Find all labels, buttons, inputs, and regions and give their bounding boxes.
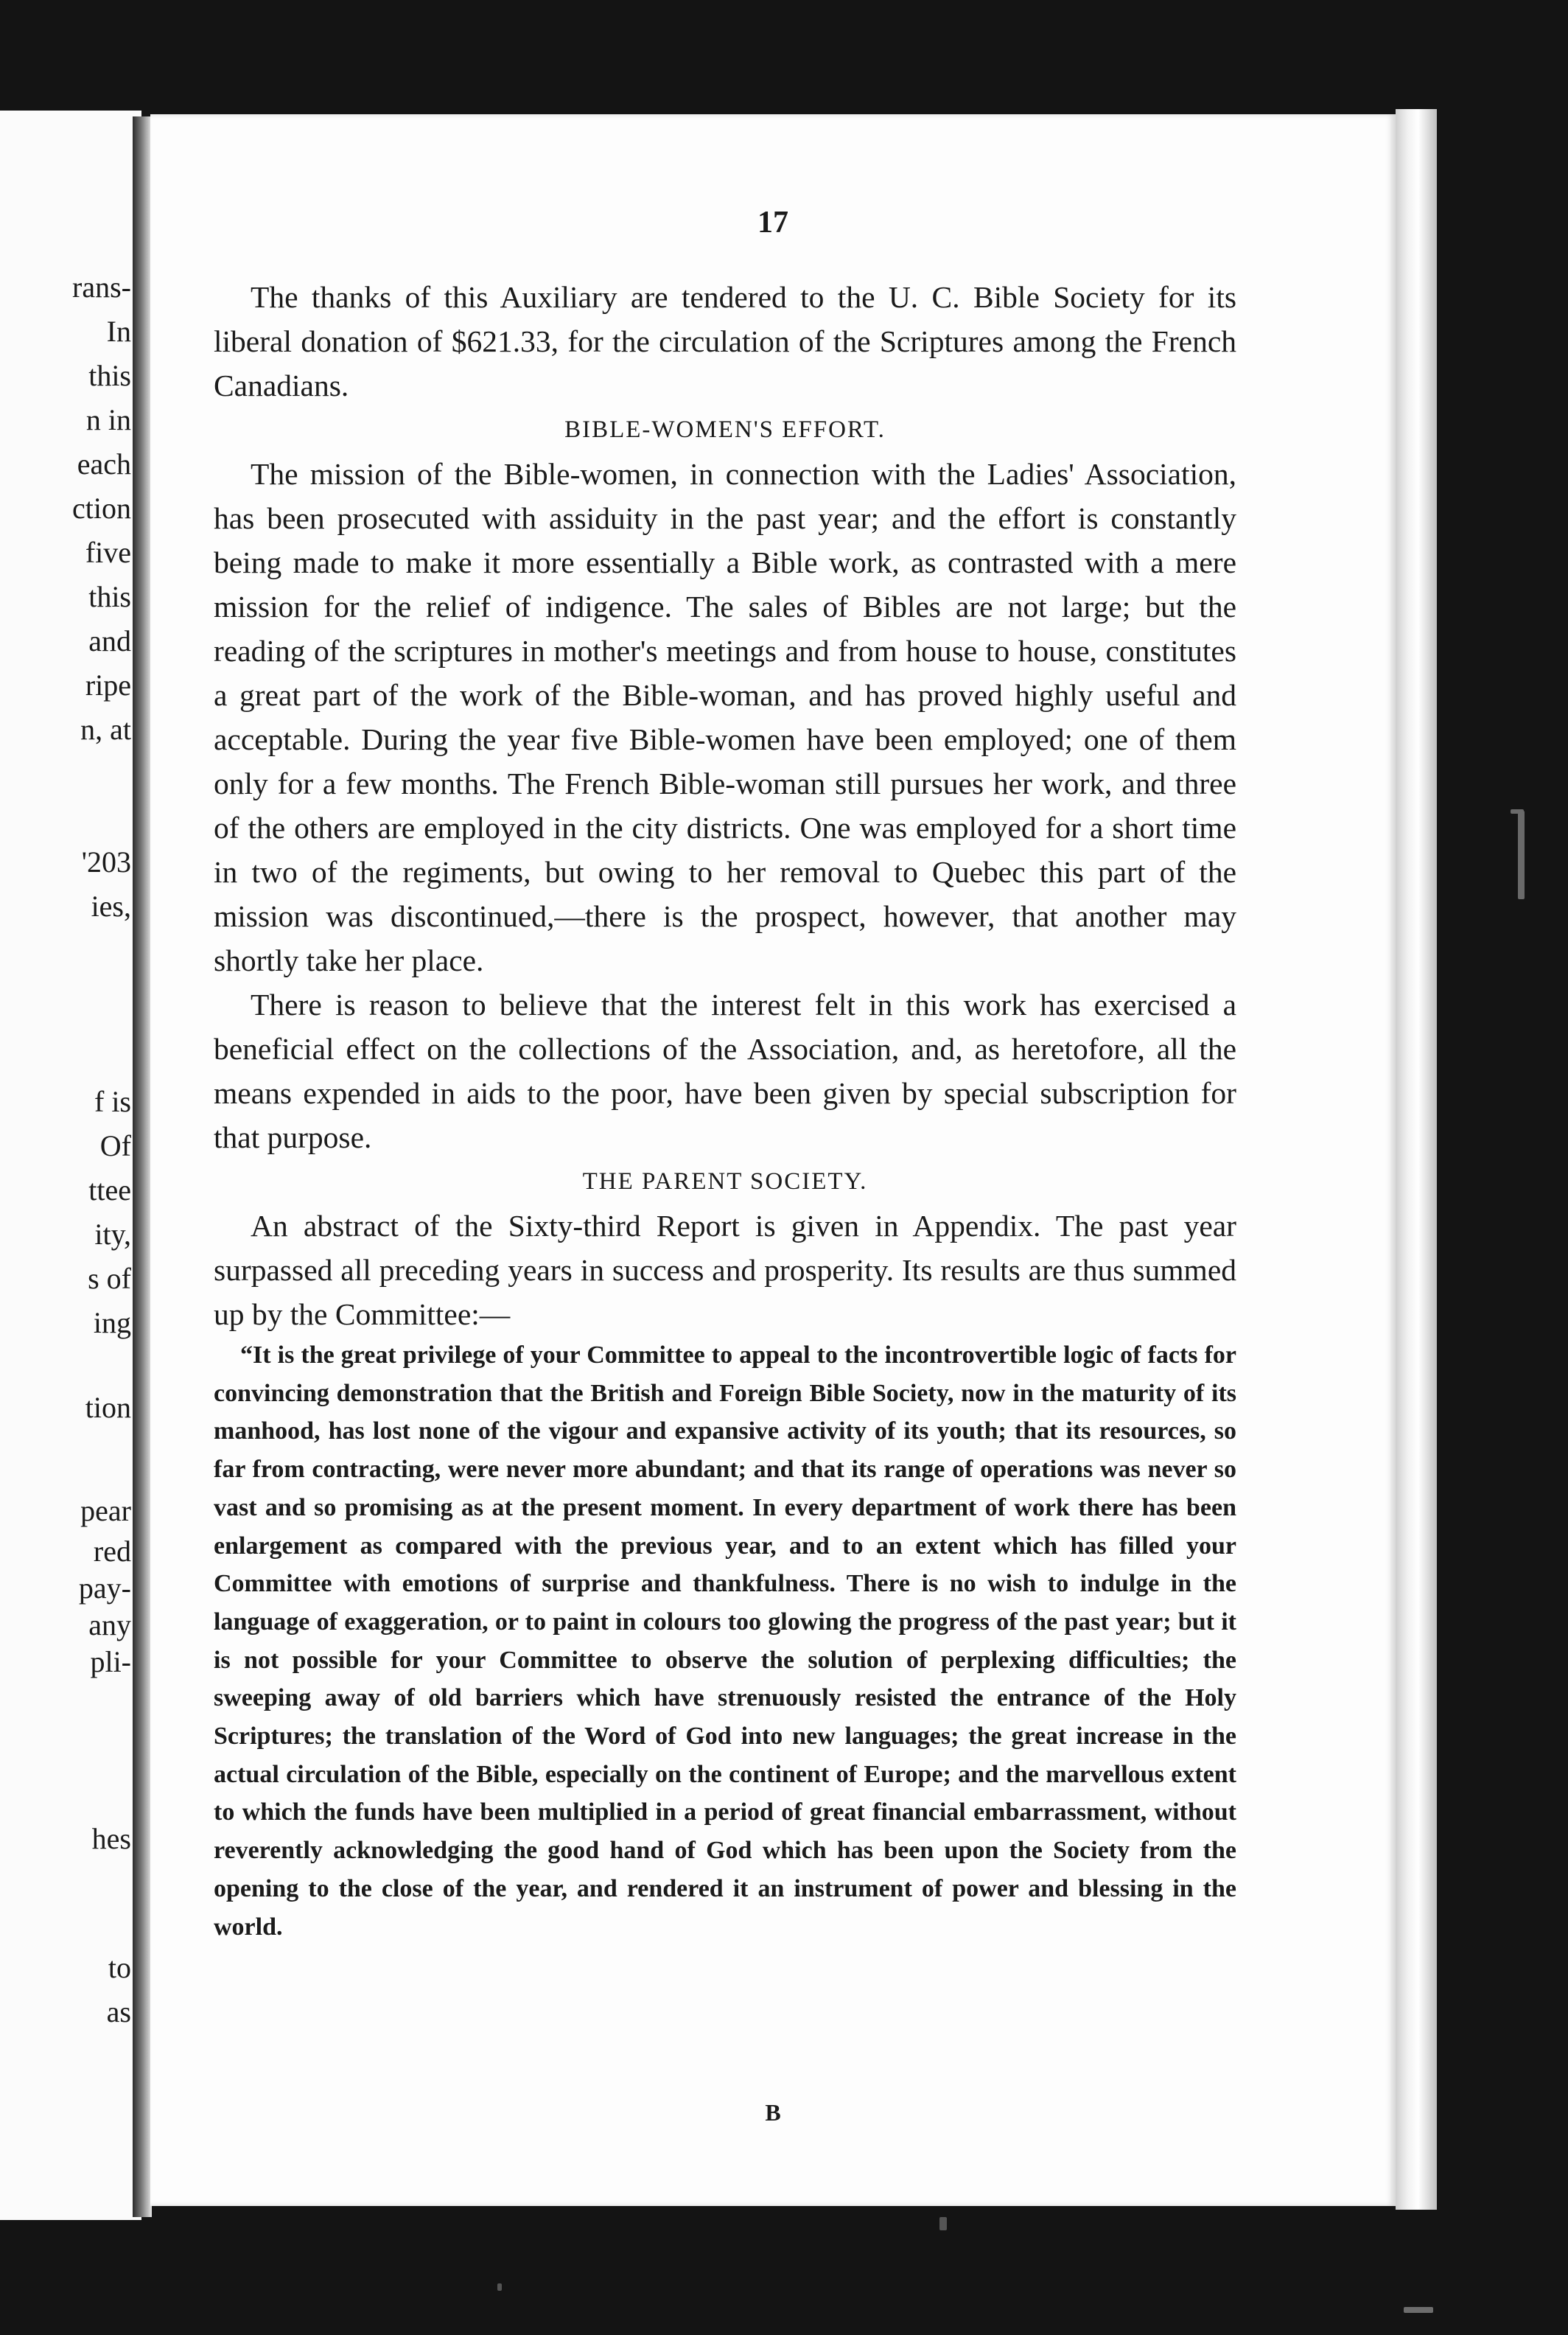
paragraph-interest: There is reason to believe that the interest felt in this work has exercised a beneficial effect on the collections of the Association, and, as heretofore, all the means expended in aids to the poor, have been given by special subscription for that purpose. <box>214 988 1236 1154</box>
left-page-text-fragment: ttee <box>88 1173 131 1207</box>
left-page-text-fragment: hes <box>91 1822 131 1855</box>
left-page-text-fragment: this <box>88 580 131 613</box>
left-page-text-fragment: any <box>88 1608 131 1641</box>
page-number: 17 <box>757 206 788 240</box>
left-page-text-fragment: ripe <box>85 669 131 702</box>
left-page-text-fragment: rans- <box>72 271 131 304</box>
left-page-text-fragment: f is <box>94 1085 131 1118</box>
left-page-text-fragment: ies, <box>91 890 131 923</box>
left-page-text-fragment: pay- <box>78 1571 131 1605</box>
book-gutter <box>133 116 152 2217</box>
signature-mark: B <box>765 2099 781 2126</box>
left-page-text-fragment: red <box>93 1535 131 1568</box>
left-page-text-fragment: s of <box>88 1262 131 1295</box>
scan-artifact <box>1404 2307 1433 2313</box>
heading-bible-women: BIBLE-WOMEN'S EFFORT. <box>564 416 886 443</box>
left-page-text-fragment: ing <box>93 1306 131 1339</box>
page-edge <box>1396 109 1437 2210</box>
committee-quote: “It is the great privilege of your Committee to appeal to the incontrovertible logic of facts for convincing demonstration that the British and Foreign Bible Society, now in the maturity of its manhood, has lost none of the vigour and expansive activity of its youth; that its resources, so far from contracting, were never more abundant; and that its range of operations was never so vast and so promising as at the present moment. In every department of work there has been enlargement as compared with the previous year, and to an extent which has filled your Committee with emotions of surprise and thankfulness. There is no wish to indulge in the language of exaggeration, or to paint in colours too glowing the progress of the past year; but it is not possible for your Committee to observe the solution of perplexing difficulties; the sweeping away of old barriers which have strenuously resisted the entrance of the Holy Scriptures; the translation of the Word of God into new languages; the great increase in the actual circulation of the Bible, especially on the continent of Europe; and the marvellous extent to which the funds have been multiplied in a period of great financial embarrassment, without reverently acknowledging the good hand of God which has been upon the Society from the opening to the close of the year, and rendered it an instrument of power and blessing in the world. <box>214 1341 1236 1941</box>
paragraph-mission: The mission of the Bible-women, in connection with the Ladies' Association, has been prosecuted with assiduity in the past year; and the effort is constantly being made to make it more essentially a Bible work, as contrasted with a mere mission for the relief of indigence. The sales of Bibles are not large; but the reading of the scriptures in mother's meetings and from house to house, constitutes a great part of the work of the Bible-woman, and has proved highly useful and acceptable. During the year five Bible-women have been employed; one of them only for a few months. The French Bible-woman still pursues her work, and three of the others are employed in the city districts. One was employed for a short time in two of the regiments, but owing to her removal to Quebec this part of the mission was discontinued,—there is the prospect, however, that another may shortly take her place. <box>214 457 1236 977</box>
left-page-text-fragment: tion <box>85 1391 131 1424</box>
paragraph-abstract: An abstract of the Sixty-third Report is given in Appendix. The past year surpassed all preceding years in success and prosperity. Its results are thus summed up by the Committee:— <box>214 1209 1236 1331</box>
left-page-text-fragment: as <box>106 1995 131 2028</box>
left-page-text-fragment: Of <box>99 1129 131 1162</box>
left-page-text-fragment: and <box>88 624 131 657</box>
left-page-text-fragment: each <box>77 447 131 481</box>
left-page-text-fragment: this <box>88 359 131 392</box>
left-page-text-fragment: five <box>85 536 131 569</box>
scan-artifact <box>1511 809 1524 814</box>
left-page-text-fragment: In <box>106 315 131 348</box>
left-page-text-fragment: n, at <box>80 713 131 746</box>
page-text <box>214 275 1236 1946</box>
left-page-text-fragment: pli- <box>90 1645 131 1678</box>
left-page-text-fragment: to <box>108 1951 131 1984</box>
scan-artifact <box>1518 811 1525 899</box>
left-page-text-fragment: pear <box>80 1494 131 1527</box>
left-page-text-fragment: ction <box>72 492 131 525</box>
scan-artifact <box>497 2283 502 2291</box>
paragraph-thanks: The thanks of this Auxiliary are tendered to the U. C. Bible Society for its liberal donation of $621.33, for the circulation of the Scriptures among the French Canadians. <box>214 280 1236 402</box>
left-page-text-fragment: n in <box>85 403 131 436</box>
left-page-fragment <box>0 111 141 2220</box>
left-page-text-fragment: '203 <box>81 845 131 879</box>
left-page-text-fragment: ity, <box>94 1218 131 1251</box>
heading-parent-society: THE PARENT SOCIETY. <box>582 1168 868 1195</box>
scan-artifact <box>939 2217 947 2230</box>
